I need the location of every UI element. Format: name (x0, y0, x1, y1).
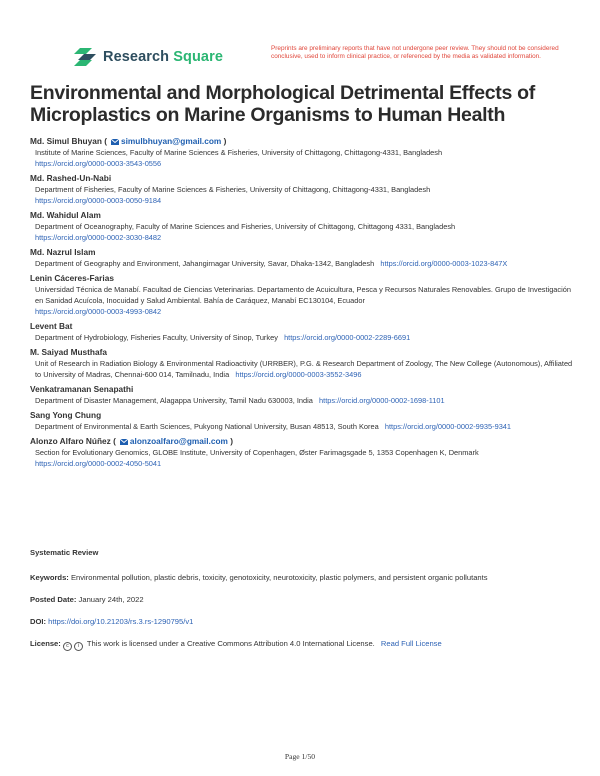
author-entry (30, 410, 578, 432)
orcid-link[interactable]: https://orcid.org/0000-0003-0050-9184 (35, 196, 162, 205)
orcid-link[interactable]: https://orcid.org/0000-0003-1023-847X (380, 259, 508, 268)
author-affiliation: Department of Fisheries, Faculty of Marine Sciences & Fisheries, University of Chittagong, Chittagong-4331, Bangladesh https://orcid.org/0000-0003-0050-9184 (35, 185, 431, 205)
author-affiliation: Department of Environmental & Earth Sciences, Pukyong National University, Busan 48513, South Korea https://orcid.org/0000-0002-9935-9341 (35, 422, 512, 431)
mail-icon (111, 139, 119, 145)
author-name: Md. Wahidul Alam (30, 210, 101, 220)
mail-icon (120, 439, 128, 445)
orcid-link[interactable]: https://orcid.org/0000-0003-4993-0842 (35, 307, 162, 316)
author-name: Alonzo Alfaro Núñez ( alonzoalfaro@gmail.com ) (30, 436, 233, 446)
license-line (30, 639, 442, 651)
orcid-link[interactable]: https://orcid.org/0000-0002-1698-1101 (319, 396, 445, 405)
author-entry (30, 321, 578, 343)
doi-link[interactable]: https://doi.org/10.21203/rs.3.rs-1290795/v1 (48, 617, 194, 626)
author-entry (30, 247, 578, 269)
posted-date-label: Posted Date: (30, 595, 77, 604)
doi-line (30, 617, 193, 626)
orcid-link[interactable]: https://orcid.org/0000-0003-3543-0556 (35, 159, 162, 168)
paper-title: Environmental and Morphological Detrimental Effects of Microplastics on Marine Organisms to Human Health (30, 82, 535, 126)
author-email-link[interactable]: simulbhuyan@gmail.com (121, 136, 222, 146)
author-list (30, 136, 578, 473)
author-name: Levent Bat (30, 321, 73, 331)
author-name: Lenin Cáceres-Farias (30, 273, 114, 283)
keywords-value: Environmental pollution, plastic debris, toxicity, genotoxicity, neurotoxicity, plastic polymers, and persistent organic pollutants (70, 573, 488, 582)
author-name: Md. Rashed-Un-Nabi (30, 173, 112, 183)
author-entry (30, 436, 578, 469)
orcid-link[interactable]: https://orcid.org/0000-0002-4050-5041 (35, 459, 162, 468)
author-affiliation: Department of Oceanography, Faculty of Marine Sciences and Fisheries, University of Chittagong, Chittagong 4331, Bangladesh https://orcid.org/0000-0002-3030-8482 (35, 222, 456, 242)
author-name: Md. Nazrul Islam (30, 247, 96, 257)
keywords-label: Keywords: (30, 573, 69, 582)
research-square-logo-icon (74, 48, 96, 66)
page-number: Page 1/50 (284, 752, 316, 761)
orcid-link[interactable]: https://orcid.org/0000-0003-3552-3496 (235, 370, 362, 379)
research-square-logo[interactable] (74, 48, 223, 66)
author-entry (30, 347, 578, 380)
creative-commons-icon: c (63, 642, 72, 651)
author-name: Venkatramanan Senapathi (30, 384, 134, 394)
attribution-icon: i (74, 642, 83, 651)
author-name: Sang Yong Chung (30, 410, 102, 420)
logo-text (103, 49, 223, 65)
keywords-line (30, 573, 488, 582)
posted-date-value: January 24th, 2022 (78, 595, 144, 604)
orcid-link[interactable]: https://orcid.org/0000-0002-9935-9341 (384, 422, 512, 431)
author-affiliation: Department of Disaster Management, Alagappa University, Tamil Nadu 630003, India https://orcid.org/0000-0002-1698-1101 (35, 396, 445, 405)
preprint-disclaimer: Preprints are preliminary reports that have not undergone peer review. They should not be considered conclusive, used to inform clinical practice, or referenced by the media as validated information. (271, 45, 559, 60)
author-name: M. Saiyad Musthafa (30, 347, 107, 357)
orcid-link[interactable]: https://orcid.org/0000-0002-2289-6691 (284, 333, 411, 342)
author-entry (30, 173, 578, 206)
read-full-license-link[interactable]: Read Full License (380, 639, 442, 648)
author-affiliation: Universidad Técnica de Manabí. Facultad de Ciencias Veterinarias. Departamento de Acuicultura, Pesca y Recursos Naturales Renovables. Grupo de Investigación en Sanidad Acuícola, Inocuidad y Salud Ambiental. Bahía de Caráquez, Manabí EC130104, Ecuador https://orcid.org/0000-0003-4993-0842 (35, 285, 571, 316)
orcid-link[interactable]: https://orcid.org/0000-0002-3030-8482 (35, 233, 162, 242)
author-entry (30, 210, 578, 243)
page-header (0, 0, 600, 80)
logo-text-research: Research (103, 49, 170, 65)
author-entry (30, 136, 578, 169)
posted-date-line (30, 595, 144, 604)
doi-label: DOI: (30, 617, 47, 626)
article-type: Systematic Review (30, 548, 99, 557)
author-affiliation: Institute of Marine Sciences, Faculty of Marine Sciences & Fisheries, University of Chittagong, Chittagong-4331, Bangladesh https://orcid.org/0000-0003-3543-0556 (35, 148, 443, 168)
license-label: License: (30, 639, 61, 648)
author-affiliation: Section for Evolutionary Genomics, GLOBE Institute, University of Copenhagen, Øster Farimagsgade 5, 1353 Copenhagen K, Denmark https://orcid.org/0000-0002-4050-5041 (35, 448, 479, 468)
logo-text-square: Square (173, 49, 223, 65)
author-affiliation: Department of Hydrobiology, Fisheries Faculty, University of Sinop, Turkey https://orcid.org/0000-0002-2289-6691 (35, 333, 411, 342)
author-entry (30, 384, 578, 406)
author-email-link[interactable]: alonzoalfaro@gmail.com (129, 436, 228, 446)
author-affiliation: Unit of Research in Radiation Biology & Environmental Radioactivity (URRBER), P.G. & Research Department of Zoology, The New College (Autonomous), Affiliated to University of Madras, Chennai-600 014, Tamilnadu, India https://orcid.org/0000-0003-3552-3496 (35, 359, 573, 379)
author-name: Md. Simul Bhuyan ( simulbhuyan@gmail.com ) (30, 136, 227, 146)
author-entry (30, 273, 578, 317)
author-affiliation: Department of Geography and Environment, Jahangirnagar University, Savar, Dhaka-1342, Bangladesh https://orcid.org/0000-0003-1023-847X (35, 259, 508, 268)
license-text: This work is licensed under a Creative Commons Attribution 4.0 International License. (86, 639, 375, 648)
